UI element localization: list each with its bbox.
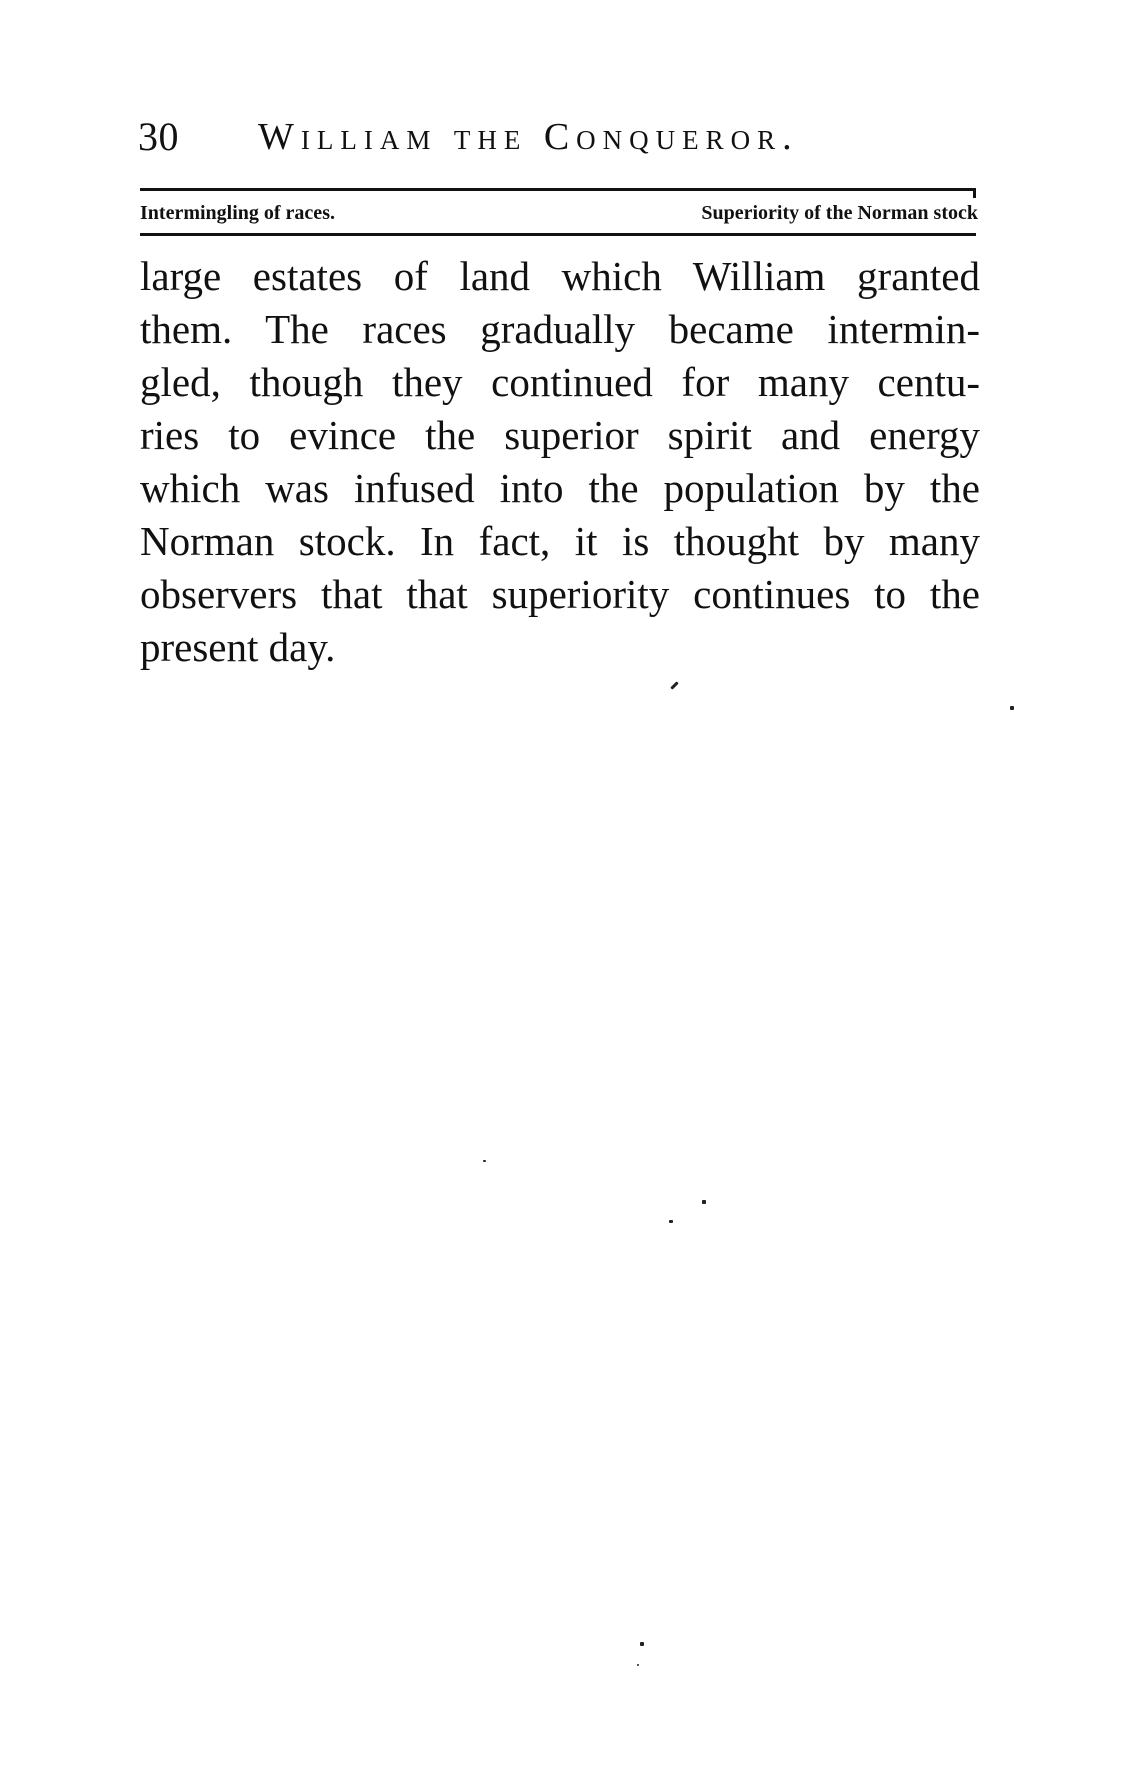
body-line: gled, though they continued for many centu- bbox=[140, 359, 980, 405]
running-head bbox=[138, 112, 978, 162]
body-line: Norman stock. In fact, it is thought by many bbox=[140, 518, 980, 564]
sidenote-row bbox=[140, 197, 978, 229]
header-rule-bottom bbox=[140, 233, 976, 236]
ink-speck bbox=[669, 1220, 673, 1223]
body-paragraph bbox=[140, 250, 980, 674]
book-title: William the Conqueror. bbox=[258, 116, 799, 158]
ink-speck bbox=[670, 681, 678, 689]
ink-speck bbox=[637, 1664, 639, 1666]
page-number: 30 bbox=[138, 114, 179, 159]
header-rule-top bbox=[140, 188, 976, 191]
sidenote-left: Intermingling of races. bbox=[140, 202, 335, 224]
ink-speck bbox=[702, 1200, 706, 1204]
body-line: ries to evince the superior spirit and energy bbox=[140, 412, 980, 458]
ink-speck bbox=[483, 1160, 486, 1162]
sidenote-right: Superiority of the Norman stock bbox=[701, 202, 978, 224]
body-line: large estates of land which William granted bbox=[140, 253, 980, 299]
ink-speck bbox=[640, 1642, 644, 1646]
ink-speck bbox=[1010, 706, 1014, 710]
body-line: observers that that superiority continues to the bbox=[140, 571, 980, 617]
body-line: present day. bbox=[140, 624, 336, 670]
body-line: them. The races gradually became intermin- bbox=[140, 306, 980, 352]
body-line: which was infused into the population by the bbox=[140, 465, 980, 511]
